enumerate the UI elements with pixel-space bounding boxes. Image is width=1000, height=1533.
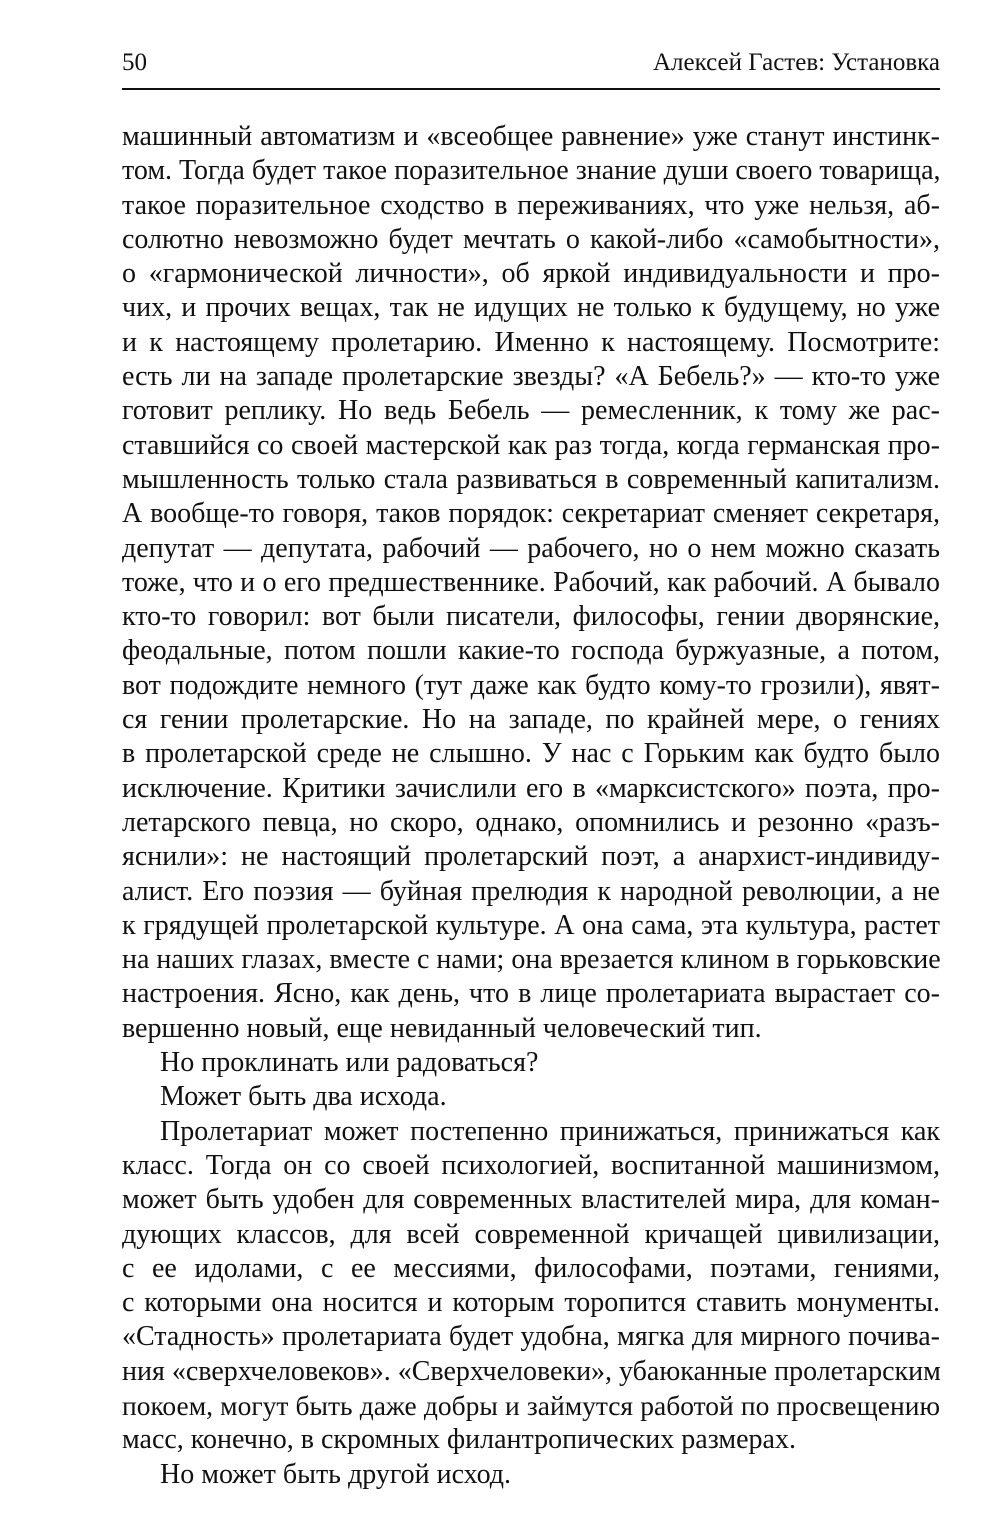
body-text [122,120,940,1492]
text-line: такое поразительное сходство в переживаниях, что уже нельзя, аб- [122,189,940,221]
text-line: летарского певца, но скоро, однако, опомнились и резонно «разъ- [122,806,940,838]
text-line: есть ли на западе пролетарские звезды? «А Бебель?» — кто-то уже [122,361,940,393]
text-line: машинный автоматизм и «всеобщее равнение» уже станут инстинк- [122,121,940,152]
text-line: и к настоящему пролетарию. Именно к настоящему. Посмотрите: [122,326,940,358]
text-line: алист. Его поэзия — буйная прелюдия к народной революции, а не [122,875,940,907]
text-line: том. Тогда будет такое поразительное знание души своего товарища, [122,155,941,187]
text-line: А вообще-то говоря, таков порядок: секретариат сменяет секретаря, [122,498,940,530]
text-line: о «гармонической личности», об яркой индивидуальности и про- [122,258,940,290]
text-line: в пролетарской среде не слышно. У нас с Горьким как будто было [122,738,940,770]
text-line: Но проклинать или радоваться? [160,1047,539,1079]
text-line: настроения. Ясно, как день, что в лице пролетариата вырастает со- [122,978,940,1010]
text-line: исключение. Критики зачислили его в «марксистского» поэта, про- [122,772,940,804]
text-line: покоем, могут быть даже добры и займутся работой по просвещению [122,1389,940,1421]
text-line: тоже, что и о его предшественнике. Рабочий, как рабочий. А бывало [122,566,940,598]
text-line: депутат — депутата, рабочий — рабочего, но о нем можно сказать [122,532,940,564]
text-line: ставшийся со своей мастерской как раз тогда, когда германская про- [122,429,940,461]
text-line: на наших глазах, вместе с нами; она врезается клином в горьковские [122,944,941,976]
page-number: 50 [122,49,147,76]
text-line: к грядущей пролетарской культуре. А она сама, эта культура, растет [122,909,940,941]
header-rule [122,88,940,90]
text-line: «Стадность» пролетариата будет удобна, мягка для мирного почива- [122,1321,940,1353]
text-line: с ее идолами, с ее мессиями, философами, поэтами, гениями, [122,1252,940,1284]
text-line: яснили»: не настоящий пролетарский поэт, а анархист-индивиду- [122,841,940,873]
text-line: вот подождите немного (тут даже как будто кому-то грозили), явят- [122,669,940,701]
text-line: ся гении пролетарские. Но на западе, по крайней мере, о гениях [122,704,940,736]
text-line: класс. Тогда он со своей психологией, воспитанной машинизмом, [122,1149,940,1181]
text-line: Может быть два исхода. [160,1081,447,1113]
text-line: вершенно новый, еще невиданный человеческий тип. [122,1012,762,1044]
text-line: кто-то говорил: вот были писатели, философы, гении дворянские, [122,601,940,633]
text-line: может быть удобен для современных властителей мира, для коман- [122,1184,940,1216]
text-line: Но может быть другой исход. [160,1458,512,1490]
text-line: феодальные, потом пошли какие-то господа буржуазные, а потом, [122,635,940,667]
text-line: дующих классов, для всей современной кричащей цивилизации, [122,1218,940,1250]
text-line: мышленность только стала развиваться в современный капитализм. [122,463,940,495]
text-line: чих, и прочих вещах, так не идущих не только к будущему, но уже [122,292,940,324]
text-line: ния «сверхчеловеков». «Сверхчеловеки», убаюканные пролетарским [122,1355,941,1387]
text-line: солютно невозможно будет мечтать о какой-либо «самобытности», [122,223,940,255]
running-title: Алексей Гастев: Установка [653,49,940,76]
text-line: Пролетариат может постепенно принижаться, принижаться как [160,1115,940,1147]
text-line: масс, конечно, в скромных филантропических размерах. [122,1424,796,1456]
text-line: готовит реплику. Но ведь Бебель — ремесленник, к тому же рас- [122,395,940,427]
running-head [122,48,940,82]
text-line: с которыми она носится и которым торопится ставить монументы. [122,1287,940,1319]
